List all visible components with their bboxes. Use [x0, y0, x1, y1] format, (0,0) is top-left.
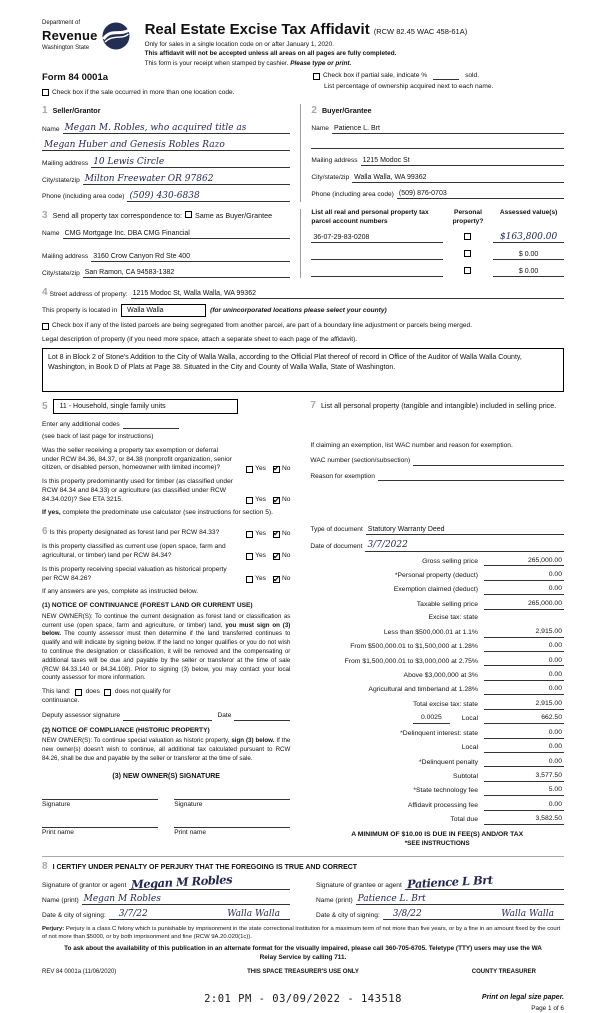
- excise-tax-state-header-row: [310, 614, 564, 623]
- dept-of-text: Department of: [42, 20, 81, 26]
- grantor-signature: Megan M Robles: [130, 872, 233, 892]
- this-land-label: This land:: [42, 688, 71, 696]
- grantor-date-city-field[interactable]: [109, 910, 290, 920]
- parcel-1-personal-property-checkbox[interactable]: [464, 233, 471, 240]
- money-row-value: 265,000.00: [484, 557, 564, 567]
- timber-no-checkbox[interactable]: [273, 497, 280, 504]
- section-7-number: 7: [310, 399, 316, 411]
- dor-logo-text: [42, 20, 98, 52]
- seller-mailing-field[interactable]: 10 Lewis Circle: [91, 158, 290, 168]
- document-type-label: Type of document: [310, 526, 363, 534]
- correspondence-parcels-row: [42, 209, 564, 278]
- parcel-1-number-field[interactable]: 36-07-29-83-0208: [311, 233, 442, 243]
- partial-sale-label: Check box if partial sale, indicate %: [323, 72, 428, 80]
- exemption-no-checkbox[interactable]: [273, 466, 280, 473]
- land-designation-section: [42, 525, 300, 849]
- if-yes-rest: complete the predominate use calculator (see instructions for section 5).: [62, 509, 273, 517]
- revenue-text: Revenue: [42, 27, 98, 43]
- new-owner-printname-1-field[interactable]: [42, 820, 158, 828]
- money-row-value: 2,915.00: [484, 628, 564, 638]
- money-row-value: 0.00: [484, 729, 564, 739]
- new-owner-signature-1-label: Signature: [42, 800, 71, 808]
- designation-tax-row: [42, 525, 564, 849]
- use-code-personal-property-row: [42, 399, 564, 518]
- parcel-row-2: [311, 249, 564, 260]
- notice1-part-a: NEW OWNER(S): To continue the current designation as forest land or classification as current use (open space, farm and agriculture, or timber) land,: [42, 612, 291, 629]
- parcel-row-3: [311, 266, 564, 277]
- seller-city-field[interactable]: Milton Freewater OR 97862: [83, 175, 291, 185]
- tax-computation-section: [300, 525, 564, 849]
- money-row: [310, 671, 564, 681]
- historic-yes-checkbox[interactable]: [246, 576, 253, 583]
- wac-number-field[interactable]: [413, 457, 564, 466]
- current-use-yesno: [241, 552, 290, 561]
- seller-section: [42, 104, 300, 202]
- parcel-2-assessed-value-field[interactable]: $ 0.00: [493, 250, 564, 260]
- correspondence-city-label: City/state/zip: [42, 269, 80, 277]
- notice-continuance-title: (1) NOTICE OF CONTINUANCE (FOREST LAND OR CURRENT USE): [42, 602, 253, 610]
- personal-property-blank-area[interactable]: [310, 412, 564, 438]
- perjury-bold: Perjury:: [42, 926, 65, 933]
- minimum-due-note: A MINIMUM OF $10.00 IS DUE IN FEE(S) AND/OR TAX: [351, 831, 524, 839]
- seller-heading: Seller/Grantor: [52, 106, 101, 116]
- money-row-value: 662.50: [484, 714, 564, 724]
- form-number: Form 84 0001a: [42, 72, 109, 84]
- new-owner-signature-2-field[interactable]: [174, 792, 290, 800]
- partial-sale-percent-field[interactable]: [433, 72, 459, 80]
- money-row: [310, 729, 564, 739]
- money-row: [310, 801, 564, 811]
- accessibility-note: To ask about the availability of this publication in an alternate format for the visually impaired, please call 360-705-6705. Teletype (TTY) users may use the WA Relay Service by calling 711.: [64, 945, 542, 962]
- document-date-field[interactable]: 3/7/2022: [365, 541, 564, 551]
- continuance-qualify-row: [42, 688, 290, 697]
- grantee-name-print-field[interactable]: Patience L. Brt: [356, 895, 564, 905]
- if-yes-bold: If yes,: [42, 509, 61, 517]
- same-as-buyer-label: Same as Buyer/Grantee: [195, 211, 273, 221]
- exemption-reason-field[interactable]: [378, 472, 564, 481]
- print-legal-note: Print on legal size paper.: [481, 993, 564, 1001]
- perjury-text: Perjury is a class C felony which is punishable by imprisonment in the state correctional institution for a maximum term of not more than five years, or by a fine in an amount fixed by the court of not more than $5000, or by both imprisonment and fine (RCW 9A.20.020(1c)).: [42, 926, 561, 941]
- money-row: [310, 700, 564, 710]
- money-row-label: *Delinquent interest: state: [400, 729, 478, 737]
- section-4-number: 4: [42, 287, 48, 299]
- money-row: [310, 786, 564, 796]
- money-row-label: Total due: [450, 816, 478, 824]
- exemption-yesno: [241, 465, 290, 474]
- grantee-date-city-label: Date & city of signing:: [316, 911, 380, 919]
- land-does-not-qualify-checkbox[interactable]: [104, 689, 111, 696]
- legal-description-text: Lot 8 in Block 2 of Stone's Addition to the City of Walla Walla, according to the Official Plat thereof of record in Office of the Auditor of Walla Walla County, Washington, in Book D of Plats at Page 38. Situated in the City and County of Walla Walla, State of Washington.: [48, 353, 522, 371]
- segregated-row: [42, 322, 564, 331]
- continuance-label: continuance.: [42, 696, 80, 704]
- forest-land-yes-label: Yes: [255, 529, 266, 537]
- buyer-name-field[interactable]: Patience L. Brt: [332, 124, 564, 134]
- money-row-label: Subtotal: [453, 772, 478, 780]
- new-owner-printname-cell-2: [174, 820, 290, 838]
- top-options-row: [42, 72, 564, 97]
- correspondence-mailing-field[interactable]: 3160 Crow Canyon Rd Ste 400: [91, 252, 290, 262]
- parcel-table-header: [311, 209, 564, 226]
- partial-sale-checkbox[interactable]: [313, 73, 320, 80]
- forest-land-no-label: No: [281, 529, 291, 537]
- money-row-value: 265,000.00: [484, 600, 564, 610]
- notice1-part-c: The county assessor must then determine if the land transferred continues to qualify and will indicate by signing below. If the land no longer qualifies or you do not wish to continue the designation or classification, it will be removed and the compensating or additional taxes will be due and payable by the seller or transferor at the time of sale (RCW 84.33.140 or 84.34.108). Prior to signing (3) below, you may contact your local county assessor for more information.: [42, 630, 291, 682]
- forest-land-yes-checkbox[interactable]: [246, 531, 253, 538]
- new-owner-printname-2-field[interactable]: [174, 820, 290, 828]
- money-row: [310, 657, 564, 667]
- see-back-note: (see back of last page for instructions): [42, 433, 154, 441]
- notice2-part-a: NEW OWNER(S): To continue special valuation as historic property,: [42, 737, 230, 745]
- money-row-value: 3,577.50: [484, 772, 564, 782]
- current-use-yes-label: Yes: [255, 552, 266, 560]
- historic-yes-label: Yes: [255, 575, 266, 583]
- notice-compliance-text: [42, 737, 290, 763]
- grantee-signature-label: Signature of grantee or agent: [316, 881, 402, 889]
- correspondence-city-field[interactable]: San Ramon, CA 94583-1382: [83, 268, 291, 278]
- buyer-city-field[interactable]: Walla Walla, WA 99362: [352, 173, 564, 183]
- grantee-name-print-label: Name (print): [316, 896, 353, 904]
- buyer-phone-field[interactable]: (509) 876-0703: [397, 189, 564, 199]
- grantee-signing-date: 3/8/22: [392, 908, 422, 919]
- certification-section: [42, 856, 564, 920]
- deputy-assessor-label: Deputy assessor signature: [42, 712, 121, 720]
- correspondence-name-label: Name: [42, 230, 60, 238]
- grantee-signature: Patience L Brt: [406, 872, 493, 891]
- timber-yesno: [241, 496, 290, 505]
- money-row: [310, 571, 564, 581]
- partial-sale-sold-label: sold.: [465, 72, 480, 80]
- notice-compliance-title: (2) NOTICE OF COMPLIANCE (HISTORIC PROPERTY): [42, 726, 210, 734]
- footer-row: [42, 969, 564, 977]
- notice-continuance-text: [42, 613, 290, 683]
- does-label: does: [85, 688, 100, 696]
- header-note-3: [145, 60, 564, 69]
- money-row-label: Local: [461, 744, 478, 752]
- money-row-label: Gross selling price: [422, 557, 478, 565]
- forest-land-question: [42, 525, 241, 539]
- form-title-block: [145, 20, 564, 68]
- current-use-no-label: No: [281, 552, 291, 560]
- cashier-timestamp: 2:01 PM - 03/09/2022 - 143518: [204, 992, 402, 1005]
- buyer-name-label: Name: [311, 125, 329, 133]
- section-5-number: 5: [42, 400, 48, 412]
- money-row-label: Exemption claimed (deduct): [393, 586, 478, 594]
- money-row-label: Less than $500,000.01 at 1.1%: [383, 628, 478, 636]
- property-location-section: [42, 286, 564, 391]
- located-in-label: This property is located in: [42, 306, 118, 314]
- exemption-yes-label: Yes: [255, 464, 266, 472]
- seller-city-label: City/state/zip: [42, 176, 80, 184]
- exemption-yes-checkbox[interactable]: [246, 466, 253, 473]
- money-row-label: Taxable selling price: [416, 600, 478, 608]
- seller-name-field-2[interactable]: Megan Huber and Genesis Robles Razo: [42, 141, 290, 151]
- segregated-checkbox[interactable]: [42, 323, 49, 330]
- buyer-heading: Buyer/Grantee: [321, 106, 372, 116]
- document-type-field[interactable]: Statutory Warranty Deed: [366, 525, 564, 535]
- grantee-date-city-field[interactable]: [383, 910, 564, 920]
- parcel-2-personal-property-checkbox[interactable]: [464, 250, 471, 257]
- treasurer-space-label: THIS SPACE TREASURER'S USE ONLY: [247, 969, 359, 975]
- money-row-value: 3,582.50: [484, 815, 564, 825]
- timber-question: Is this property predominantly used for timber (as classified under RCW 84.34 and 84.33) or agriculture (as classified under RCW 84.34.020)? See ETA 3215.: [42, 478, 233, 504]
- header-note-3-text: This form is your receipt when stamped by cashier.: [144, 59, 289, 67]
- parcel-3-number-field[interactable]: [311, 268, 442, 277]
- parcel-table: [300, 209, 564, 278]
- historic-no-label: No: [281, 575, 291, 583]
- land-use-section: [42, 399, 300, 518]
- excise-tax-state-header: Excise tax: state: [428, 614, 478, 622]
- exemption-reason-label: Reason for exemption: [310, 472, 375, 480]
- buyer-section: [300, 104, 564, 202]
- money-row-value: 0.00: [484, 743, 564, 753]
- money-row-value: 0.00: [484, 758, 564, 768]
- grantor-signing-date: 3/7/22: [118, 908, 148, 919]
- section-3-number: 3: [42, 210, 48, 222]
- money-row-value: 0.00: [484, 571, 564, 581]
- seller-name-label: Name: [42, 125, 60, 133]
- money-row-label: Total excise tax: state: [413, 700, 478, 708]
- timber-no-label: No: [281, 496, 291, 504]
- land-does-qualify-checkbox[interactable]: [75, 689, 82, 696]
- certification-heading: I CERTIFY UNDER PENALTY OF PERJURY THAT THE FOREGOING IS TRUE AND CORRECT: [52, 864, 358, 872]
- tax-correspondence-section: [42, 209, 300, 278]
- multiple-location-label: Check box if the sale occurred in more than one location code.: [52, 88, 235, 96]
- grantor-signing-city: Walla Walla: [227, 908, 280, 919]
- grantor-name-print-field[interactable]: Megan M Robles: [82, 895, 290, 905]
- money-row: [310, 585, 564, 595]
- multiple-location-row: [42, 89, 303, 98]
- grantor-name-print-label: Name (print): [42, 896, 79, 904]
- legal-description-label: Legal description of property (if you need more space, attach a separate sheet to each page of the affidavit).: [42, 335, 358, 343]
- notice1-part-b: you must sign on (3) below.: [42, 621, 291, 638]
- does-not-label: does not qualify for: [114, 688, 171, 696]
- forest-land-yesno: [241, 530, 290, 539]
- parcel-row-1: [311, 232, 564, 243]
- street-address-field[interactable]: 1215 Modoc St, Walla Walla, WA 99362: [131, 289, 564, 299]
- seller-mailing-label: Mailing address: [42, 159, 89, 167]
- notice2-part-b: sign (3) below.: [231, 737, 275, 745]
- rev-form-id: REV 84 0001a (11/06/2020): [42, 969, 117, 975]
- new-owner-signature-cell-2: [174, 792, 290, 810]
- exemption-question: Was the seller receiving a property tax exemption or deferral under RCW 84.36, 84.37, or 84.38 (nonprofit organization, senior citizen, or disabled person, homeowner with limited income)?: [42, 446, 232, 472]
- historic-no-checkbox[interactable]: [273, 576, 280, 583]
- seller-name-field[interactable]: Megan M. Robles, who acquired title as: [63, 124, 291, 134]
- money-row-value: 0.00: [484, 657, 564, 667]
- new-owner-signature-heading: (3) NEW OWNER(S) SIGNATURE: [112, 772, 220, 780]
- money-row-label: Affidavit processing fee: [407, 801, 478, 809]
- money-row-label: Agricultural and timberland at 1.28%: [368, 686, 478, 694]
- new-owner-signature-1-field[interactable]: [42, 792, 158, 800]
- new-owner-printname-cell-1: [42, 820, 158, 838]
- parcel-1-assessed-value-field[interactable]: $163,800.00: [493, 233, 564, 243]
- deputy-assessor-signature-field[interactable]: [123, 712, 212, 721]
- correspondence-name-field[interactable]: CMG Mortgage Inc. DBA CMG Financial: [63, 229, 291, 239]
- money-row-value: 0.00: [484, 801, 564, 811]
- assessed-value-column-header: Assessed value(s): [499, 209, 558, 217]
- document-date-label: Date of document: [310, 543, 363, 551]
- grantee-signature-field[interactable]: [405, 872, 564, 891]
- historic-yesno: [241, 575, 290, 584]
- header-note-1: Only for sales in a single location code on or after January 1, 2020.: [144, 40, 334, 48]
- money-row-label: Above $3,000,000 at 3%: [403, 671, 478, 679]
- county-treasurer-label: COUNTY TREASURER: [471, 969, 536, 975]
- exemption-claim-note: If claiming an exemption, list WAC number and reason for exemption.: [310, 441, 513, 449]
- money-row-prefix: 0.0025: [413, 714, 450, 724]
- location-select[interactable]: Walla Walla: [121, 304, 206, 317]
- parties-row: [42, 104, 564, 202]
- money-row-label: *Personal property (deduct): [394, 572, 478, 580]
- perjury-notice: [42, 926, 564, 942]
- personal-property-section: [300, 399, 564, 518]
- unincorporated-note: (for unincorporated locations please select your county): [210, 306, 387, 314]
- money-row: [310, 743, 564, 753]
- money-row: [310, 642, 564, 652]
- header-note-3-italic: Please type or print.: [290, 59, 352, 67]
- parcel-3-personal-property-checkbox[interactable]: [464, 267, 471, 274]
- grantee-signing-city: Walla Walla: [501, 908, 554, 919]
- revenue-logo-icon: [101, 21, 131, 51]
- new-owner-printname-2-label: Print name: [174, 829, 207, 837]
- seller-phone-field[interactable]: (509) 430-6838: [127, 192, 290, 202]
- if-any-yes-note: If any answers are yes, complete as instructed below.: [42, 587, 199, 595]
- segregated-label: Check box if any of the listed parcels are being segregated from another parcel, are part of a boundary line adjustment or parcels being merged.: [52, 322, 473, 330]
- timber-yes-label: Yes: [255, 496, 266, 504]
- additional-codes-label: Enter any additional codes: [42, 420, 120, 428]
- forest-land-no-checkbox[interactable]: [273, 531, 280, 538]
- multiple-location-checkbox[interactable]: [42, 89, 49, 96]
- personal-property-heading: List all personal property (tangible and intangible) included in selling price.: [320, 400, 557, 410]
- notice2-part-c: If the new owner(s) doesn't wish to continue, all additional tax calculated pursuant to RCW 84.26, shall be due and payable by the seller or transferor at the time of sale.: [42, 737, 291, 762]
- deputy-date-field[interactable]: [234, 712, 290, 721]
- buyer-phone-label: Phone (including area code): [311, 190, 394, 198]
- money-row-label: *State technology fee: [413, 787, 478, 795]
- same-as-buyer-checkbox[interactable]: [185, 211, 192, 218]
- dor-logo-block: [42, 20, 131, 68]
- money-row: [310, 758, 564, 768]
- grantor-certification: [42, 873, 290, 920]
- land-use-code-field[interactable]: 11 - Household, single family units: [53, 399, 238, 414]
- section-2-number: 2: [311, 105, 317, 117]
- buyer-name-field-2[interactable]: [311, 140, 564, 149]
- current-use-question: Is this property classified as current use (open space, farm and agricultural, or timber) land per RCW 84.34?: [42, 543, 226, 559]
- grantor-signature-label: Signature of grantor or agent: [42, 881, 127, 889]
- washington-state-text: Washington State: [42, 44, 90, 51]
- buyer-mailing-field[interactable]: 1215 Modoc St: [361, 156, 564, 166]
- money-row-label: From $1,500,000.01 to $3,000,000 at 2.75%: [344, 657, 478, 665]
- money-rows: [310, 557, 564, 825]
- new-owner-signature-cell-1: [42, 792, 158, 810]
- tax-rows: [310, 628, 564, 825]
- wac-number-label: WAC number (section/subsection): [310, 457, 411, 465]
- money-row-value: 5.00: [484, 786, 564, 796]
- exemption-no-label: No: [281, 464, 291, 472]
- page-indicator: Page 1 of 6: [531, 1004, 564, 1012]
- money-row: [310, 628, 564, 638]
- header-note-2: This affidavit will not be accepted unless all areas on all pages are fully completed.: [144, 50, 397, 58]
- form-header: [42, 20, 564, 68]
- parcel-numbers-column-header: List all real and personal property tax parcel account numbers: [311, 209, 429, 225]
- money-row: [310, 815, 564, 825]
- correspondence-heading: Send all property tax correspondence to:: [52, 211, 183, 221]
- seller-phone-label: Phone (including area code): [42, 193, 125, 201]
- timber-yes-checkbox[interactable]: [246, 497, 253, 504]
- legal-description-box[interactable]: [42, 348, 564, 392]
- money-row-value: 0.00: [484, 671, 564, 681]
- money-row-label: From $500,000.01 to $1,500,000 at 1.28%: [350, 643, 478, 651]
- grantor-signature-field[interactable]: [129, 872, 290, 892]
- section-8-number: 8: [42, 861, 48, 873]
- predominate-use-note: [42, 509, 290, 518]
- historic-question: Is this property receiving special valuation as historical property per RCW 84.26?: [42, 565, 227, 582]
- personal-property-column-header: Personal property?: [452, 209, 484, 225]
- money-row-value: 2,915.00: [484, 700, 564, 710]
- current-use-yes-checkbox[interactable]: [246, 553, 253, 560]
- page-title-rcw: (RCW 82.45 WAC 458-61A): [373, 27, 468, 36]
- parcel-2-number-field[interactable]: [311, 251, 442, 260]
- money-row-label: Local: [461, 715, 478, 723]
- section-6-number: 6: [42, 525, 48, 537]
- forest-land-question-text: Is this property designated as forest land per RCW 84.33?: [49, 528, 220, 536]
- price-rows: [310, 557, 564, 610]
- buyer-city-label: City/state/zip: [311, 174, 350, 182]
- new-owner-signature-2-label: Signature: [174, 800, 203, 808]
- additional-codes-field[interactable]: [123, 420, 179, 429]
- money-row: [310, 714, 564, 724]
- correspondence-mailing-label: Mailing address: [42, 253, 89, 261]
- street-address-label: Street address of property:: [49, 290, 128, 298]
- money-row-value: 0.00: [484, 685, 564, 695]
- deputy-date-label: Date: [217, 712, 232, 720]
- grantee-certification: [316, 873, 564, 920]
- money-row-value: 0.00: [484, 585, 564, 595]
- page-notes: [402, 993, 564, 1013]
- money-row: [310, 685, 564, 695]
- page-title: Real Estate Excise Tax Affidavit: [144, 21, 370, 38]
- current-use-no-checkbox[interactable]: [273, 553, 280, 560]
- money-row-label: *Delinquent penalty: [419, 758, 478, 766]
- parcel-3-assessed-value-field[interactable]: $ 0.00: [493, 267, 564, 277]
- bottom-stamp-area: [42, 993, 564, 1013]
- money-row-value: 0.00: [484, 642, 564, 652]
- money-row: [310, 557, 564, 567]
- see-instructions-note: *SEE INSTRUCTIONS: [404, 839, 470, 847]
- partial-sale-row: [313, 72, 564, 81]
- buyer-mailing-label: Mailing address: [311, 157, 358, 165]
- section-1-number: 1: [42, 105, 48, 117]
- money-row: [310, 772, 564, 782]
- new-owner-printname-1-label: Print name: [42, 829, 74, 837]
- grantor-date-city-label: Date & city of signing:: [42, 911, 106, 919]
- money-row: [310, 600, 564, 610]
- ownership-percentage-note: List percentage of ownership acquired next to each name.: [324, 82, 494, 90]
